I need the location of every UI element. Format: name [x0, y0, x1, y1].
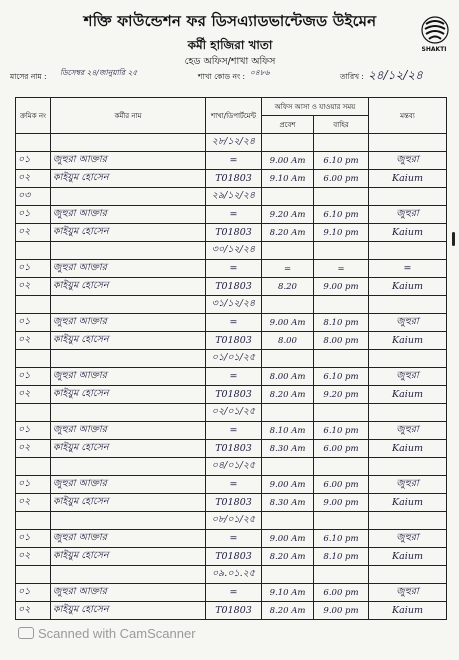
row-signature: জুহুরা — [369, 476, 447, 494]
row-name — [51, 134, 206, 152]
col-branch: শাখা/ডিপার্টমেন্ট — [206, 98, 262, 134]
row-name — [51, 404, 206, 422]
row-name — [51, 512, 206, 530]
row-serial — [16, 350, 51, 368]
row-serial: ০২ — [16, 602, 51, 620]
row-serial: ০২ — [16, 170, 51, 188]
row-name — [51, 242, 206, 260]
row-exit: 9.10 pm — [314, 224, 369, 242]
row-signature: Kaium — [369, 278, 447, 296]
row-branch: = — [206, 584, 262, 602]
row-signature: জুহুরা — [369, 206, 447, 224]
date-value: ২৪/১২/২৪ — [368, 68, 423, 82]
row-entry: 9.10 Am — [262, 170, 314, 188]
row-entry: 8.20 Am — [262, 548, 314, 566]
col-remarks: মন্তব্য — [369, 98, 447, 134]
row-exit — [314, 188, 369, 206]
row-name: জুহুরা আক্তার — [51, 422, 206, 440]
row-entry — [262, 404, 314, 422]
row-signature: Kaium — [369, 440, 447, 458]
row-entry: 9.00 Am — [262, 530, 314, 548]
row-entry: 8.20 Am — [262, 602, 314, 620]
row-serial: ০১ — [16, 368, 51, 386]
shakti-logo-icon — [418, 14, 452, 50]
row-entry: 9.00 Am — [262, 314, 314, 332]
col-exit: বাহির — [314, 116, 369, 134]
watermark-text: Scanned with CamScanner — [38, 626, 196, 641]
row-entry — [262, 512, 314, 530]
row-signature: জুহুরা — [369, 530, 447, 548]
row-entry: 8.30 Am — [262, 494, 314, 512]
row-remarks — [369, 404, 447, 422]
date-row — [16, 350, 447, 368]
row-name: কাইয়ুম হোসেন — [51, 386, 206, 404]
row-remarks — [369, 242, 447, 260]
document-subtitle: কর্মী হাজিরা খাতা — [187, 38, 273, 52]
date-row — [16, 134, 447, 152]
row-branch: = — [206, 260, 262, 278]
row-entry: 9.10 Am — [262, 584, 314, 602]
row-entry — [262, 134, 314, 152]
col-serial: ক্রমিক নং — [16, 98, 51, 134]
row-name: জুহুরা আক্তার — [51, 206, 206, 224]
row-date: ২৯/১২/২৪ — [206, 188, 262, 206]
office-type: হেড অফিস/শাখা অফিস — [184, 56, 276, 67]
date-row — [16, 566, 447, 584]
row-serial: ০১ — [16, 530, 51, 548]
row-name: জুহুরা আক্তার — [51, 530, 206, 548]
row-name: জুহুরা আক্তার — [51, 260, 206, 278]
row-exit: 9.00 pm — [314, 278, 369, 296]
row-exit: 6.10 pm — [314, 530, 369, 548]
date-row — [16, 404, 447, 422]
table-row — [16, 494, 447, 512]
row-branch: = — [206, 422, 262, 440]
row-exit — [314, 566, 369, 584]
row-branch: = — [206, 530, 262, 548]
row-date: ০১/০১/২৫ — [206, 350, 262, 368]
col-office-time: অফিস আসা ও যাওয়ার সময় — [262, 98, 369, 116]
row-exit: 6.00 pm — [314, 440, 369, 458]
row-remarks — [369, 134, 447, 152]
row-branch: = — [206, 368, 262, 386]
row-entry: 8.00 — [262, 332, 314, 350]
row-exit: 9.00 pm — [314, 602, 369, 620]
row-branch: = — [206, 206, 262, 224]
page-edge-mark — [452, 232, 455, 246]
row-entry: 8.00 Am — [262, 368, 314, 386]
row-exit: 9.20 pm — [314, 386, 369, 404]
row-remarks — [369, 566, 447, 584]
date-row — [16, 242, 447, 260]
row-entry: = — [262, 260, 314, 278]
table-row — [16, 476, 447, 494]
row-entry — [262, 458, 314, 476]
row-exit: 8.00 pm — [314, 332, 369, 350]
row-name: কাইয়ুম হোসেন — [51, 494, 206, 512]
row-entry — [262, 566, 314, 584]
row-serial: ০২ — [16, 494, 51, 512]
row-signature: Kaium — [369, 548, 447, 566]
row-exit — [314, 350, 369, 368]
row-name: কাইয়ুম হোসেন — [51, 548, 206, 566]
row-exit: 6.00 pm — [314, 584, 369, 602]
table-row — [16, 206, 447, 224]
branch-code-label: শাখা কোড নং : — [198, 72, 246, 81]
row-serial: ০২ — [16, 332, 51, 350]
row-entry: 8.20 Am — [262, 224, 314, 242]
row-exit: 6.10 pm — [314, 152, 369, 170]
row-serial: ০২ — [16, 224, 51, 242]
row-signature: Kaium — [369, 386, 447, 404]
row-signature: জুহুরা — [369, 368, 447, 386]
row-exit — [314, 458, 369, 476]
row-name: কাইয়ুম হোসেন — [51, 278, 206, 296]
row-date: ০২/০১/২৫ — [206, 404, 262, 422]
date-row — [16, 458, 447, 476]
row-serial: ০২ — [16, 278, 51, 296]
row-branch: T01803 — [206, 494, 262, 512]
row-name: কাইয়ুম হোসেন — [51, 332, 206, 350]
row-date: ৩১/১২/২৪ — [206, 296, 262, 314]
row-entry — [262, 350, 314, 368]
row-serial: ০১ — [16, 476, 51, 494]
row-branch: T01803 — [206, 386, 262, 404]
row-branch: = — [206, 152, 262, 170]
row-exit: 6.00 pm — [314, 476, 369, 494]
row-exit: = — [314, 260, 369, 278]
row-branch: T01803 — [206, 278, 262, 296]
row-branch: T01803 — [206, 224, 262, 242]
row-serial: ০২ — [16, 440, 51, 458]
row-signature: জুহুরা — [369, 314, 447, 332]
row-entry — [262, 188, 314, 206]
attendance-rows — [16, 134, 447, 620]
row-name — [51, 458, 206, 476]
row-branch: T01803 — [206, 170, 262, 188]
row-remarks — [369, 512, 447, 530]
row-signature: জুহুরা — [369, 152, 447, 170]
table-row — [16, 422, 447, 440]
date-label: তারিখ : — [340, 72, 364, 81]
table-row — [16, 152, 447, 170]
branch-code-value: ০৪৮৬ — [250, 68, 270, 77]
table-row — [16, 278, 447, 296]
row-signature: Kaium — [369, 170, 447, 188]
table-row — [16, 602, 447, 620]
row-name — [51, 296, 206, 314]
row-name: কাইয়ুম হোসেন — [51, 224, 206, 242]
row-name — [51, 350, 206, 368]
row-serial — [16, 458, 51, 476]
row-exit: 8.10 pm — [314, 548, 369, 566]
table-row — [16, 584, 447, 602]
row-exit: 6.10 pm — [314, 368, 369, 386]
logo-text: SHAKTI — [421, 46, 447, 53]
row-name: জুহুরা আক্তার — [51, 368, 206, 386]
row-exit — [314, 134, 369, 152]
row-serial — [16, 296, 51, 314]
row-date: ০৮/০১/২৫ — [206, 512, 262, 530]
row-remarks — [369, 458, 447, 476]
table-row — [16, 224, 447, 242]
row-branch: = — [206, 314, 262, 332]
row-name: কাইয়ুম হোসেন — [51, 440, 206, 458]
date-row — [16, 296, 447, 314]
row-exit: 6.00 pm — [314, 170, 369, 188]
row-remarks — [369, 188, 447, 206]
row-entry: 9.00 Am — [262, 152, 314, 170]
row-entry: 8.10 Am — [262, 422, 314, 440]
table-row — [16, 314, 447, 332]
table-row — [16, 170, 447, 188]
row-entry: 9.20 Am — [262, 206, 314, 224]
row-date: ০৪/০১/২৫ — [206, 458, 262, 476]
month-value: ডিসেম্বর ২৪/জানুয়ারি ২৫ — [60, 68, 138, 77]
row-signature: Kaium — [369, 494, 447, 512]
table-row — [16, 530, 447, 548]
row-serial: ০২ — [16, 548, 51, 566]
row-remarks — [369, 296, 447, 314]
row-signature: = — [369, 260, 447, 278]
table-row — [16, 440, 447, 458]
table-row — [16, 386, 447, 404]
row-serial: ০১ — [16, 422, 51, 440]
table-row — [16, 368, 447, 386]
attendance-table — [15, 97, 447, 620]
row-branch: T01803 — [206, 548, 262, 566]
date-row — [16, 188, 447, 206]
row-signature: Kaium — [369, 332, 447, 350]
month-label: মাসের নাম : — [10, 72, 47, 81]
row-serial: ০১ — [16, 206, 51, 224]
row-name: জুহুরা আক্তার — [51, 314, 206, 332]
col-name: কর্মীর নাম — [51, 98, 206, 134]
row-exit: 6.10 pm — [314, 206, 369, 224]
row-exit — [314, 296, 369, 314]
row-entry: 8.20 Am — [262, 386, 314, 404]
row-branch: T01803 — [206, 332, 262, 350]
row-date: ০৯.০১.২৫ — [206, 566, 262, 584]
row-serial — [16, 242, 51, 260]
row-exit — [314, 404, 369, 422]
row-entry — [262, 242, 314, 260]
col-entry: প্রবেশ — [262, 116, 314, 134]
row-serial: ০১ — [16, 584, 51, 602]
row-serial — [16, 512, 51, 530]
table-row — [16, 332, 447, 350]
row-name: কাইয়ুম হোসেন — [51, 602, 206, 620]
row-exit: 8.10 pm — [314, 314, 369, 332]
table-row — [16, 260, 447, 278]
row-name: জুহুরা আক্তার — [51, 584, 206, 602]
row-branch: T01803 — [206, 602, 262, 620]
row-date: ২৮/১২/২৪ — [206, 134, 262, 152]
date-row — [16, 512, 447, 530]
row-entry: 9.00 Am — [262, 476, 314, 494]
row-entry: 8.20 — [262, 278, 314, 296]
row-serial: ০১ — [16, 260, 51, 278]
row-serial — [16, 566, 51, 584]
row-branch: T01803 — [206, 440, 262, 458]
row-signature: Kaium — [369, 224, 447, 242]
row-serial: ০১ — [16, 152, 51, 170]
row-exit — [314, 242, 369, 260]
row-serial: ০৩ — [16, 188, 51, 206]
row-name: জুহুরা আক্তার — [51, 152, 206, 170]
row-serial — [16, 404, 51, 422]
row-name — [51, 566, 206, 584]
row-name: জুহুরা আক্তার — [51, 476, 206, 494]
document-title: শক্তি ফাউন্ডেশন ফর ডিসএ্যাডভান্টেজড উইমেন — [83, 12, 377, 30]
row-signature: জুহুরা — [369, 422, 447, 440]
row-remarks — [369, 350, 447, 368]
row-signature: Kaium — [369, 602, 447, 620]
table-row — [16, 548, 447, 566]
row-serial: ০১ — [16, 314, 51, 332]
row-date: ৩০/১২/২৪ — [206, 242, 262, 260]
row-signature: জুহুরা — [369, 584, 447, 602]
row-branch: = — [206, 476, 262, 494]
row-exit: 9.00 pm — [314, 494, 369, 512]
row-name — [51, 188, 206, 206]
row-entry — [262, 296, 314, 314]
row-exit — [314, 512, 369, 530]
camscanner-icon — [18, 627, 34, 639]
row-serial — [16, 134, 51, 152]
row-exit: 6.10 pm — [314, 422, 369, 440]
row-serial: ০২ — [16, 386, 51, 404]
row-entry: 8.30 Am — [262, 440, 314, 458]
row-name: কাইয়ুম হোসেন — [51, 170, 206, 188]
scanner-watermark — [18, 626, 196, 641]
